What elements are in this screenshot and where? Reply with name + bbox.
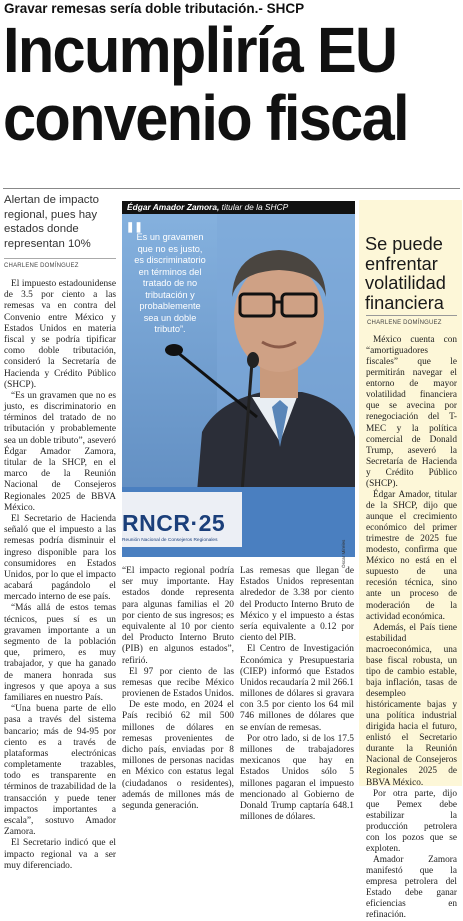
paragraph: “Más allá de estos temas técnicos, pues sí es un gravamen importante a un segmento de la población que, primero, es muy trabajador, y que ha ganado de manera honrada sus ingresos y que apoya a sus familiares en nuestro País. [4, 603, 116, 703]
paragraph: El Secretario de Hacienda señaló que el impuesto a las remesas podría disminuir el ingreso disponible para los consumidores en Estados Unidos, por lo que el impacto acabará pagándolo el mercado interno de ese país. [4, 513, 116, 603]
photo-credit: Óscar Mireles [341, 539, 346, 568]
caption-role: titular de la SHCP [221, 202, 289, 212]
headline-divider [3, 188, 460, 189]
paragraph: Por otra parte, dijo que Pemex debe estabilizar la producción petrolera con los pozos que se exploten. [366, 788, 457, 854]
paragraph: “Una buena parte de ello pasa a través del sistema bancario; más de 94-95 por ciento es a través de plataformas electrónicas completamente trazables, todo es transparente en términos de trazabilidad de la transacción y puede tener impactos importantes a escala”, sostuvo Amador Zamora. [4, 704, 116, 838]
article-column-1 [4, 279, 116, 872]
paragraph: El Centro de Investigación Económica y Presupuestaria (CIEP) informó que Estados Unidos recaudaría 2 mil 266.1 millones de dólares si gravara con 3.5 por ciento los 64 mil 746 millones de dólares que se envían de remesas. [240, 644, 354, 733]
sidebar-byline: CHARLENE DOMÍNGUEZ [367, 320, 442, 326]
article-deck: Alertan de impacto regional, pues hay estados donde representan 10% [4, 194, 99, 250]
sidebar-column [366, 335, 457, 921]
paragraph: Amador Zamora manifestó que la empresa petrolera del Estado debe ganar eficiencias en refinación. [366, 854, 457, 921]
article-kicker: Gravar remesas sería doble tributación.- SHCP [4, 1, 305, 16]
quote-mark-icon: ❚❚ [126, 222, 143, 233]
article-headline [3, 14, 429, 154]
paragraph: “El impacto regional podría ser muy importante. Hay estados donde representa para algunas familias el 20 por ciento de sus ingresos; es equivalente al 10 por ciento del Producto Interno Bruto (PIB) en algunos estados”, refirió. [122, 566, 234, 666]
paragraph: Por otro lado, si de los 17.5 millones de trabajadores mexicanos que hay en Estados Unidos sólo 5 millones pagaran el impuesto mencionado al Gobierno de Donald Trump captaría 648.1 millones de dólares. [240, 733, 354, 823]
article-byline: CHARLENE DOMÍNGUEZ [4, 263, 79, 269]
article-column-2 [122, 566, 234, 812]
paragraph: Además, el País tiene estabilidad macroeconómica, una base fiscal robusta, un tipo de cambio estable, baja inflación, tasas de desempleo históricamente bajas y una política industrial dirigida hacia el futuro, enlistó el Secretario durante la Reunión Nacional de Consejeros Regionales 2025 de BBVA México. [366, 622, 457, 788]
pull-quote-text: Es un gravamen que no es justo, es discriminatorio en términos del tratado de no tributación y probablemente sea un doble tributo”. [134, 232, 206, 334]
article-column-3 [240, 566, 354, 823]
paragraph: De este modo, en 2024 el País recibió 62 mil 500 millones de dólares en remesas provenientes de dicho país, enviadas por 8 millones de personas nacidas en México con estatus legal (ciudadanos o residentes), además de millones más de segunda generación. [122, 700, 234, 811]
paragraph: El 97 por ciento de las remesas que recibe México provienen de Estados Unidos. [122, 666, 234, 700]
paragraph: “Es un gravamen que no es justo, es discriminatorio en términos del tratado de no tributación y probablemente sea un doble tributo”, aseveró Édgar Amador Zamora, titular de la SHCP, en el marco de la Reunión Nacional de Consejeros Regionales 2025 de BBVA México. [4, 390, 116, 513]
paragraph: Édgar Amador, titular de la SHCP, dijo que aunque el crecimiento económico del primer trimestre de 2025 fue modesto, confirma que México no está en el supuesto de una recesión técnica, sino ante un proceso de moderación de la actividad económica. [366, 489, 457, 622]
deck-divider [4, 258, 116, 259]
sidebar-divider [366, 315, 457, 316]
headline-line-2: convenio fiscal [3, 81, 408, 154]
photo-caption [122, 201, 355, 214]
event-banner-logo: RNCR·25 [122, 510, 226, 536]
paragraph: México cuenta con “amortiguadores fiscales” que le permitirán navegar el entorno de mayor volatilidad financiera que se avecina por renegociación del T-MEC y la política comercial de Donald Trump, aseveró la Secretaría de Hacienda y Crédito Público (SHCP). [366, 335, 457, 489]
paragraph: El impuesto estadounidense de 3.5 por ciento a las remesas va en contra del Convenio entre México y Estados Unidos en materia fiscal y se podría tipificar como doble tributación, consideró la Secretaría de Hacienda y Crédito Público (SHCP). [4, 279, 116, 390]
sidebar-title: Se puede enfrentar volatilidad financiera [365, 234, 446, 313]
paragraph: Las remesas que llegan de Estados Unidos representan alrededor de 3.38 por ciento del Producto Interno Bruto de México y el impuesto a éstas sería equivalente a 0.12 por ciento del PIB. [240, 566, 354, 644]
caption-name: Édgar Amador Zamora, [127, 202, 220, 212]
headline-line-1: Incumpliría EU [3, 14, 397, 86]
paragraph: El Secretario indicó que el impacto regional va a ser muy diferenciado. [4, 838, 116, 871]
event-banner-subtitle: Reunión Nacional de Consejeros Regionales [122, 538, 218, 543]
